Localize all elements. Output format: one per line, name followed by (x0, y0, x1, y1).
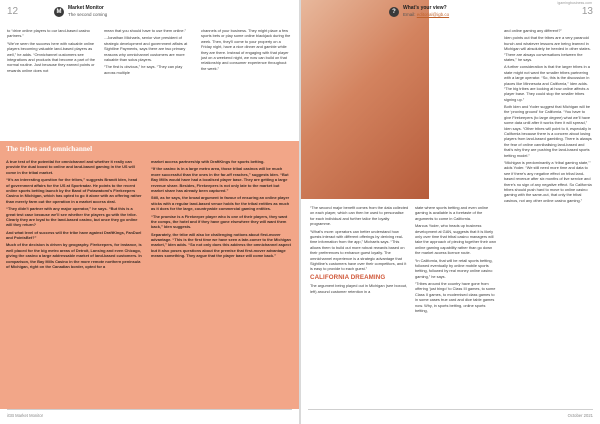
paragraph: channels of your business. They might place a few sports bets or play some online blackjack during the week. Then, they’ll come to your property on a Friday night, have a nice dinner and gamble while they are there. Instead of engaging with that player just on a weekend night, we now can build on that relationship and consumer experience throughout the week.” (201, 28, 291, 71)
paragraph: “The first is obvious,” he says. “They can play across multiple (104, 64, 183, 75)
paragraph: And what level of success will the tribe have against DraftKings, FanDuel and PointsBet?” (6, 229, 142, 241)
left-page (0, 0, 299, 424)
paragraph: The argument being played out in Michigan (see boxout, left) around customer retention in a (310, 283, 408, 294)
paragraph: Marcus Yoder, who heads up business development at GAN, suggests that it is likely only over time that tribal casino managers will take the approach of piecing together their own online gaming capability rather than go down the market access licence route. (415, 223, 497, 256)
paragraph: A further consideration is that the larger tribes in a state might not want the smaller tribes partnering with a large operator. “So, this is the discussion in places like Minnesota and California,” Iden adds. “The big tribes are looking at how online affects a player base. They could stop the smaller tribes signing up.” (504, 64, 590, 102)
footer-rule (7, 409, 292, 410)
boxout-column-2 (151, 159, 292, 261)
boxout-panel (0, 141, 299, 409)
paragraph: Iden points out that the tribes are a very paranoid bunch and whatever lessons are being learned in Michigan will absolutely be heeded in other states. “There are always conversations between the states,” he says. (504, 35, 591, 62)
section-title: Market Monitor (68, 5, 104, 11)
question-icon: ? (389, 7, 399, 17)
boxout-column-1 (6, 159, 142, 271)
page-number: 12 (7, 6, 19, 17)
section-subtitle: The second coming (68, 11, 108, 17)
paragraph: “The second major benefit comes from the data collected on each player, which can then be used to personalise for each individual and further tailor the loyalty programme. (310, 205, 409, 227)
paragraph: “They didn’t partner with any major operator,” he says. “But this is a great test case because we’ll see whether the players go with the tribe. Clearly they are loyal to the land-based casino, but once they go online will they return? (6, 206, 138, 228)
email-link[interactable]: editorial@igb.co (416, 11, 450, 17)
paragraph: “It’s an interesting question for the tribes,” suggests Brandt Iden, head of government affairs for the US at Sportradar. He points to the recent online sports betting launch by the Band of Potawatomi’s Firekeepers Casino in Michigan, which has opted to go it alone with an offering rather than merely farm out the operation in a market access deal. (6, 177, 142, 204)
paragraph: Still, as he says, the broad argument in favour of ensuring an online player sticks with a regular land-based venue holds for the tribal entities as much as it does for the large, countrywide commercial gaming entities. (151, 195, 290, 212)
paragraph: “What’s more: operators can better understand how guests interact with different offerings by deriving real-time information from the app,” Michaels says. “This allows them to build out more robust rewards based on their preferences to enhance guest loyalty. The omnichannel experience is a strategic advantage that Sightline’s customers have over their competitors, and it is easy to provide to each guest.” (310, 228, 407, 272)
footer-publication: iGB Market Monitor (7, 413, 44, 418)
paragraph: “Tribes around the country have gone from offering ‘just bingo’ to Class III games, to some Class II games, to modernised class games to in some cases true card and dice table games now. Why, in sports betting, online sports betting, (415, 281, 496, 314)
footer-rule (308, 409, 593, 410)
paragraph: to “drive online players to our land-based casino partners.” (7, 28, 90, 39)
paragraph: mean that you should have to use them online.” (104, 28, 186, 33)
intro-column-1 (7, 28, 96, 75)
paragraph: Separately, the tribe will also be challenging notions about first-mover advantage. “This is the first time we have seen a late-comer to the Michigan market,” Iden adds. “So not only does this address the omnichannel aspect but it also poses questions about the premise that first-mover advantage means something. They argue that the player base will come back.” (151, 231, 291, 259)
right-page (301, 0, 600, 424)
paragraph: “If the casino is in a large metro area, those tribal casinos will be much more successful than the ones in the far-off reaches,” suggests Iden. “But Bay Mills would have had a localised player base. They are getting a large revenue share. Besides, Firekeepers is not only late to the market but market share has already been captured.” (151, 166, 289, 193)
paragraph: “The promise is a Firekeeper player who is one of their players, they want the comps, the hotel and if they have gone elsewhere they will want them back,” Iden suggests. (151, 213, 288, 230)
boxout-title: The tribes and omnichannel (6, 145, 93, 153)
page-header (54, 6, 107, 17)
page-header (389, 6, 449, 17)
paragraph: “Michigan is predominantly a ‘tribal gaming state,’” adds Yoder. “We still need more time and data to see if there’s any negative effect on tribal land-based revenue after six months of live service and there’s no sign of any negative effect. So California tribes should push hard to move to online casino gaming with the same-out, that only the tribal casinos, not any other online casino gaming.” (504, 159, 592, 203)
page-number: 13 (581, 6, 593, 17)
email-label: Email: (403, 11, 417, 17)
feedback-title: What’s your view? (403, 5, 447, 11)
magazine-logo-icon: M (54, 7, 64, 17)
intro-column-3 (201, 28, 292, 73)
paragraph: Much of the decision is driven by geography. Firekeepers, for instance, is well placed for the big metro areas of Detroit, Lansing and even Chicago, giving the casino a large addressable market of land-based customers. In comparison, the Bay Mills Casino in the more remote northern peninsula of Michigan, right on the Canadian border, opted for a (6, 242, 142, 270)
paragraph: “We’ve seen the success here with valuable online players becoming valuable land-based players as well,” he adds. “Omnichannel customers see integrations and products that become a part of the normal routine. Just because they earned points or rewards online does not (7, 40, 96, 73)
subheading: CALIFORNIA DREAMING (310, 273, 386, 281)
article-column-2 (415, 205, 497, 315)
article-column-3 (504, 28, 593, 205)
article-column-1 (310, 205, 409, 296)
paragraph: A true test of the potential for omnichannel and whether it really can provide the dual boost to online and land-based gaming in the US will come in the tribal market. (6, 159, 135, 175)
paragraph: and online gaming any different?” (504, 28, 562, 33)
paragraph: state where sports betting and even online gaming is available is a foretaste of the arguments to come in California. (415, 205, 489, 221)
footer-date: October 2021 (567, 413, 593, 418)
intro-column-2 (104, 28, 193, 77)
paragraph: “In California, that will be retail sports betting, followed eventually by online mobile sports betting, followed by real money online casino gaming,” he says. (415, 257, 493, 279)
site-url: igamingbusiness.com (557, 1, 592, 5)
paragraph: ...Jonathan Michaels, senior vice president of strategic development and government affairs at Sightline Payments, says there are two primary reasons why omnichannel customers are more valuable than solus players. (104, 35, 188, 62)
paragraph: Both Iden and Yoder suggest that Michigan will be the ‘proving ground’ for California. “You have to give Firekeepers (to large degree) what we’ll have some data until after it works then it will spread,” Iden says. “Other tribes will point to it, especially in California because there is a concern about losing players from land-based gambling. There is always the fear of online cannibalising land-based and that’s why they are pushing the land-based sports betting model.” (504, 104, 592, 158)
feedback-email (403, 12, 449, 17)
article-photo (301, 0, 429, 199)
paragraph: market access partnership with DraftKings for sports betting. (151, 159, 265, 164)
